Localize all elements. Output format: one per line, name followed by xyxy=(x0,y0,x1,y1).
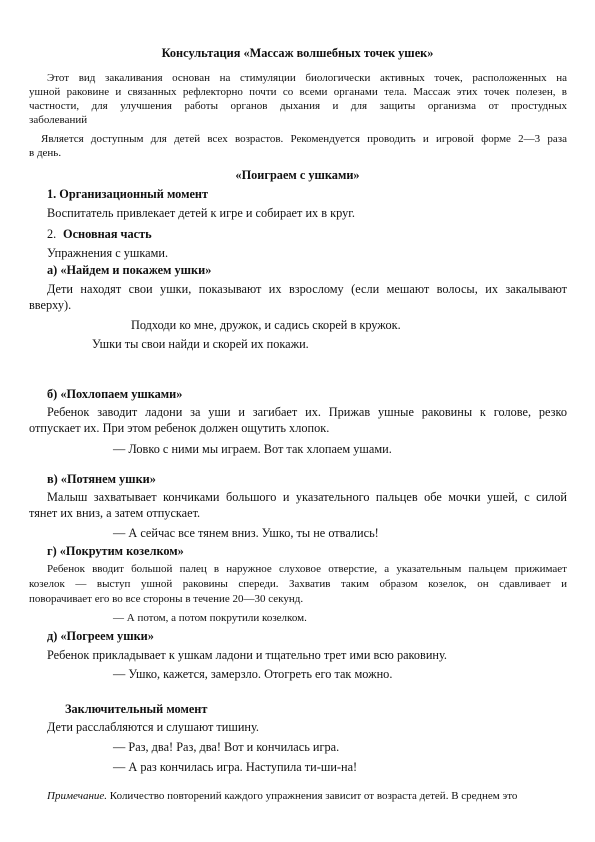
intro-line-3: частности, для улучшения работы органов дыхания и для защиты организма от простудных xyxy=(29,100,567,112)
section-2-heading: Основная часть xyxy=(63,227,152,241)
final-verse-1: — Раз, два! Раз, два! Вот и кончилась игра. xyxy=(113,740,340,754)
intro-line-1: Этот вид закаливания основан на стимуляции биологически активных точек, расположенных на xyxy=(47,72,567,84)
exercise-b-verse: — Ловко с ними мы играем. Вот так хлопаем ушами. xyxy=(113,442,392,456)
final-verse-2: — А раз кончилась игра. Наступила ти-ши-на! xyxy=(113,760,358,774)
section-1-heading: 1. Организационный момент xyxy=(47,187,209,201)
exercise-b-line-1: Ребенок заводит ладони за уши и загибает их. Прижав ушные раковины к голове, резко xyxy=(47,405,567,419)
note xyxy=(47,790,517,804)
exercise-v-verse: — А сейчас все тянем вниз. Ушко, ты не отвались! xyxy=(113,526,379,540)
exercise-g-verse: — А потом, а потом покрутили козелком. xyxy=(113,612,307,624)
exercise-a-heading: а) «Найдем и покажем ушки» xyxy=(47,263,212,277)
intro-line-6: в день. xyxy=(29,147,62,159)
page-title: Консультация «Массаж волшебных точек ушек» xyxy=(161,46,434,60)
exercise-a-line-2: вверху). xyxy=(29,298,72,312)
exercise-a-line-1: Дети находят свои ушки, показывают их взрослому (если мешают волосы, их закалывают xyxy=(47,282,567,296)
exercise-v-heading: в) «Потянем ушки» xyxy=(47,472,156,486)
exercise-b-line-2: отпускает их. При этом ребенок должен ощутить хлопок. xyxy=(29,421,330,435)
intro-line-4: заболеваний xyxy=(29,114,88,126)
note-label: Примечание. xyxy=(47,790,108,802)
exercise-d-line-1: Ребенок прикладывает к ушкам ладони и тщательно трет ими всю раковину. xyxy=(47,648,448,662)
section-2-number: 2. xyxy=(47,227,57,241)
game-title: «Поиграем с ушками» xyxy=(235,168,360,182)
final-text: Дети расслабляются и слушают тишину. xyxy=(47,720,259,734)
exercise-v-line-1: Малыш захватывает кончиками большого и указательного пальцев обе мочки ушей, с силой xyxy=(47,490,567,504)
exercise-g-heading: г) «Покрутим козелком» xyxy=(47,544,184,558)
intro-line-5: Является доступным для детей всех возрастов. Рекомендуется проводить и игровой форме 2—3 раза xyxy=(41,133,567,145)
exercise-g-line-1: Ребенок вводит большой палец в наружное слуховое отверстие, а указательным пальцем прижимает xyxy=(47,563,567,575)
exercise-v-line-2: тянет их вниз, а затем отпускает. xyxy=(29,506,201,520)
exercise-g-line-3: поворачивает его во все стороны в течение 20—30 секунд. xyxy=(29,593,304,605)
exercise-d-heading: д) «Погреем ушки» xyxy=(47,629,154,643)
exercise-a-verse-2: Ушки ты свои найди и скорей их покажи. xyxy=(92,337,309,351)
exercise-a-verse-1: Подходи ко мне, дружок, и садись скорей в кружок. xyxy=(131,318,401,332)
exercise-d-verse: — Ушко, кажется, замерзло. Отогреть его так можно. xyxy=(113,667,393,681)
intro-line-2: ушной раковине и связанных рефлекторно почти со всеми органами тела. Массаж этих точек полезен, в xyxy=(29,86,567,98)
final-heading: Заключительный момент xyxy=(65,702,208,716)
note-text: Количество повторений каждого упражнения зависит от возраста детей. В среднем это xyxy=(107,790,518,802)
section-2-text: Упражнения с ушками. xyxy=(47,246,169,260)
exercise-g-line-2: козелок — выступ ушной раковины спереди. Захватив таким образом козелок, он сдавливает и xyxy=(29,578,567,590)
exercise-b-heading: б) «Похлопаем ушками» xyxy=(47,387,183,401)
section-1-text: Воспитатель привлекает детей к игре и собирает их в круг. xyxy=(47,206,355,220)
